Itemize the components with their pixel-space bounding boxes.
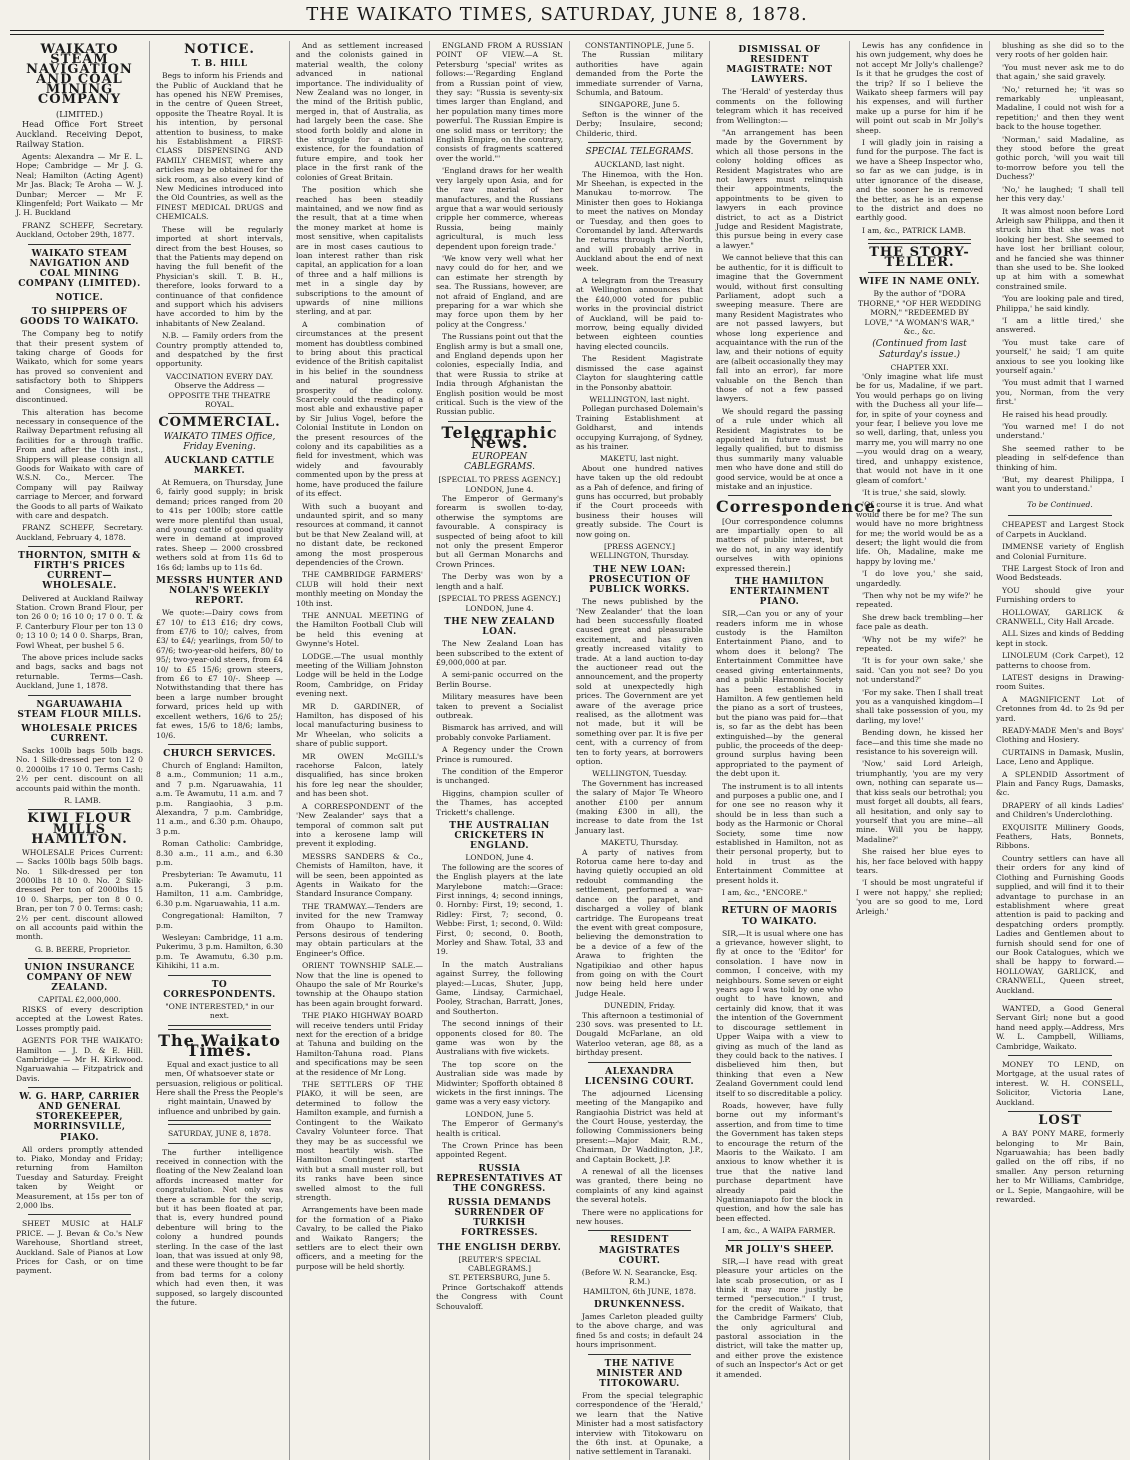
story-text: 'But, my dearest Philippa, I want you to understand.' [996,475,1124,494]
article-heading: RESIDENT MAGISTRATES COURT. [598,1235,681,1266]
story-text: 'For my sake. Then I shall treat you as a vanquished kingdom—I shall take possession of you, my darling, my love!' [856,687,983,725]
letter-signature: I am, &c., A WAIPA FARMER. [722,1226,836,1236]
to-be-continued: To be Continued. [1027,499,1093,509]
ad-signature: R. LAMB. [64,796,101,806]
letter-heading: RETURN OF MAORIS TO WAIKATO. [721,906,838,927]
local-news: A CORRESPONDENT of the 'New Zealander' says that a temporal of common salt put into a kerosene lamp will prevent it exploding. [296,801,423,849]
ad-line: IMMENSE variety of English and Colonial Furniture. [996,542,1124,561]
divider [588,1062,691,1063]
editorial-text: And as settlement increased and the colonists gained in material wealth, the colony advanced in national importance. The individuality of New Zealand was no longer, in the mind of the British public, merged in, that of Australia, as had largely been the case. She stood forth boldly and alone in the struggle for a national existence, for the foundation of future empire, and took her place in the first rank of the colonies of Great Britain. [296,41,423,182]
article-heading: THE NEW ZEALAND LOAN. [444,616,555,637]
column-3 [290,41,430,1460]
letter-text: SIR,—I have read with great pleasure your articles on the late scab prosecution, or as I think it may more justly be termed "persecution." I trust, for the credit of Waikato, that the Cambridge Farmers' Club, the only agricultural and pastoral association in the district, will take the matter up, and either prove the existence of such an Inspector's Act or get it amended. [716,1256,843,1379]
article-text: 'England draws for her wealth very largely upon Asia, and for the raw material of her manufactures, and the Russians argue that a war would seriously cripple her commerce, whereas Russia, being mainly agricultural, is much less dependent upon foreign trade.' [436,166,563,251]
issue-date: SATURDAY, JUNE 8, 1878. [167,1129,272,1139]
divider [448,421,551,422]
story-text: 'Only imagine what life must be for us, Madaline, if we part. You would perhaps go on living with the Duchess all your life—for, in spite of your coyness and your fear, I believe you love me so well, darling, that, unless you marry me, you will marry no one—you would drag on a weary, tired, and unhappy existence, that would not have in it one gleam of comfort.' [856,372,983,485]
article-heading: AUCKLAND CATTLE MARKET. [164,455,275,476]
divider [868,272,971,273]
article-text: ENGLAND FROM A RUSSIAN POINT OF VIEW.—A St. Petersburg 'special' writes as follows:—'Regarding England from a Russian point of view, they say: "Russia is seventy-six times larger than England, and her population many times more powerful. The Russian Empire is one solid mass or territory; the English Empire, on the contrary, consists of fragments scattered over the world."' [436,41,563,163]
article-text: We should regard the passing of a rule under which all Resident Magistrates to be appointed in future must be legally qualified, but to dismiss thus summarily many valuable men who have done and still do good service, would be at once a mistake and an injustice. [716,406,843,492]
ad-line: DRAPERY of all kinds Ladies' and Children's Underclothing. [996,800,1124,820]
letter-text: SIR,—Can you or any of your readers inform me in whose custody is the Hamilton Entertainment Piano, and to whom does it belong? The Entertainment Committee have ceased giving entertainments, and a public Harmonic Society has been established in Hamilton. A few gentlemen held the piano as a sort of trustees, but the piano was paid for—that is, so far as the debt has been extinguished—by the general public, the proceeds of the deep-ground surplus having been appropriated to the payment of the debt upon it. [716,609,843,779]
section-heading-correspondence: Correspondence. [716,497,883,517]
ad-heading: THORNTON, SMITH & FIRTH'S PRICES CURRENT—WHOLESALE. [18,551,141,592]
dateline: LONDON, June 4. [465,484,534,494]
story-text: 'Norman,' said Madaline, as they stood before the great gothic porch, 'will you wait till to-morrow before you tell the Duchess?' [996,134,1124,182]
agents-list: AGENTS FOR THE WAIKATO: Hamilton — J. D. & E. Hill. Cambridge — Mr H. Kirkwood. Ngaruawahia — Fitzpatrick and Davis. [16,1036,143,1083]
church-service: Roman Catholic: Cambridge, 8.30 a.m., 11 a.m., and 6.30 p.m. [156,839,283,868]
editorial-note: [Our correspondence columns are impartially open to all matters of public interest, but we do not, in any way identify ourselves with opinions expressed therein.] [716,516,843,573]
divider [168,1025,271,1030]
source-tag: [REUTER'S SPECIAL CABLEGRAMS.] [458,1254,541,1274]
local-news: Arrangements have been made for the formation of a Piako Cavalry, to be called the Piako and Waikato Rangers; the settlers are to elect their own officers, and a meeting for the purpose will be held shortly. [296,1205,423,1271]
ad-subheading: WHOLESALE PRICES CURRENT. [21,723,138,744]
story-text: 'Why not be my wife?' he repeated. [856,634,983,653]
local-news: THE SETTLERS OF THE PIAKO, it will be seen, are determined to follow the Hamilton example, and furnish a Contingent to the Waikato Cavalry Volunteer force. That they may be as successful we most heartily wish. The Hamilton Contingent started with but a small muster roll, but its ranks have been since swelled almost to the full strength. [296,1080,423,1202]
dateline: SINGAPORE, June 5. [599,100,680,110]
story-text: 'You must admit that I warned you, Norman, from the very first.' [996,378,1124,407]
story-text: 'No,' returned he; 'it was so remarkably unpleasant, Madaline, I could not wish for a repetition;' and then they went back to the house together. [996,84,1124,132]
ad-line: HOLLOWAY, GARLICK & CRANWELL, City Hall Arcade. [996,607,1124,626]
ad-line: READY-MADE Men's and Boys' Clothing and Hosiery. [996,726,1124,745]
notice-text: Observe the Address — OPPOSITE THE THEATRE ROYAL. [168,381,271,409]
ad-text: SHEET MUSIC at HALF PRICE. — J. Bevan & Co.'s New Warehouse, Shortland street, Auckland. Sale of Pianos at Low Prices for Cash, or on time payment. [16,1219,143,1276]
editorial-text: With such a buoyant and undaunted spirit, and so many resources at command, it cannot but be that New Zealand will, at no distant date, be reckoned among the most prosperous dependencies of the Crown. [296,501,423,567]
letter-heading: MR JOLLY'S SHEEP. [724,1244,835,1255]
article-heading: RUSSIA DEMANDS SURRENDER OF TURKISH FORTRESSES. [447,1198,552,1239]
article-text: The 'Herald' of yesterday thus comments on the following telegram which it has received from Wellington:— [716,87,843,125]
notice-text: The Company beg to notify that their present system of taking charge of Goods for Waikato, which for some years has proved so convenient and satisfactory both to Shippers and Consignees, will be discontinued. [16,329,143,405]
letter-signature: I am, &c., PATRICK LAMB. [862,225,966,235]
dateline: LONDON, June 4. [465,853,534,863]
article-heading: ALEXANDRA LICENSING COURT. [584,1066,695,1087]
telegram-text: A party of natives from Rotorua came here to-day and having quietly occupied an old redoubt commanding the settlement, performed a war-dance on the parapet, and discharged a volley of blank cartridge. The Europeans treat the event with great composure, believing the demonstration to be a device of a few of the Arawa to frighten the Ngatipikiao and other hapus from going on with the Court now being held here under Judge Heale. [576,847,703,998]
dateline: CONSTANTINOPLE, June 5. [584,41,695,50]
column-1 [10,41,150,1460]
ad-text: WANTED, a Good General Servant Girl; none but a good hand need apply.—Address, Mrs W. L. Campbell, Williams, Cambridge, Waikato. [996,1003,1124,1051]
ad-signature: FRANZ SCHEFF, Secretary. Auckland, October 29th, 1877. [16,220,143,240]
telegram-text: A Regency under the Crown Prince is rumoured. [436,745,563,764]
story-text: blushing as she did so to the very roots of her golden hair. [996,41,1124,60]
article-text: 'We know very well what her navy could do for her, and we can estimate her strength by sea. The Russians, however, are not afraid of England, and are preparing for a war which she may force upon them by her policy at the Congress.' [436,253,563,329]
ad-heading: NGARUAWAHIA STEAM FLOUR MILLS. [17,699,142,720]
divider [168,413,271,414]
telegram-text: This afternoon a testimonial of 230 sovs. was presented to Lt. Dougald McFarlane, an old Waterloo veteran, age 88, as a birthday present. [576,1010,703,1058]
divider [28,958,131,959]
telegram-text: A telegram from the Treasury at Wellington announces that the £40,000 voted for public works in the provincial district of Auckland, will be paid to-morrow, being equally divided between eighteen counties having elected councils. [576,276,703,351]
story-text: 'You must never ask me to do that again,' she said gravely. [996,62,1124,82]
divider [588,1230,691,1231]
story-text: 'I am a little tired,' she answered. [996,315,1124,335]
church-service: Wesleyan: Cambridge, 11 a.m. Pukerimu, 3 p.m. Hamilton, 6.30 p.m. Te Awamutu, 6.30 p.m. Kihikihi, 11 a.m. [156,932,283,971]
story-text: 'You are looking pale and tired, Philippa,' he said kindly. [996,294,1124,313]
ad-text: Country settlers can have all their orders for any kind of Clothing and Furnishing Goods supplied, and will find it to their advantage to purchase in an establishment where great attention is paid to packing and despatching orders promptly. Ladies and Gentlemen about to furnish should send for one of our Book Catalogues, which we shall be happy to forward.—HOLLOWAY, GARLICK, and CRANWELL, Queen street, Auckland. [996,853,1124,995]
article-text: We cannot believe that this can be authentic, for it is difficult to imagine that the Government would, without first consulting Parliament, adopt such a sweeping measure. There are many Resident Magistrates who are not passed lawyers, but whose long experience and acquaintance with the run of the law, and their notions of equity are (albeit occasionally they may fall into an error), far more valuable on the Bench than those of not a few passed lawyers. [716,253,843,404]
ad-text: All orders promptly attended to. Piako, Monday and Friday; returning from Hamilton Tuesday and Saturday. Freight taken by Weight or Measurement, at 15s per ton of 2,000 lbs. [16,1144,143,1211]
church-service: Congregational: Hamilton, 7 p.m. [156,911,283,930]
dateline: LONDON, June 4. [465,603,534,613]
divider [28,809,131,810]
ad-line: ALL Sizes and kinds of Bedding kept in stock. [996,629,1124,648]
story-text: She raised her blue eyes to his, her face beloved with happy tears. [856,847,983,875]
editorial-text: The further intelligence received in connection with the floating of the New Zealand loan affords increased matter for congratulation. Not only was there a scramble for the scrip, but it has been floated at par, that is, every hundred pound debenture will bring to the colony a hundred pounds sterling. In the case of the last loan, that was issued at only 98, and these were thought to be far from bad terms for a colony which had even then, it was supposed, so largely discounted the future. [156,1147,283,1308]
notice-subheading: TO SHIPPERS OF GOODS TO WAIKATO. [20,307,139,328]
letter-text: I will gladly join in raising a fund for the purpose. The fact is we have a Sheep Inspector who, so far as we can judge, is in utter ignorance of the disease, and the sooner he is removed the better, as he is an expense to the district and does no earthly good. [856,138,983,223]
story-text: 'Now,' said Lord Arleigh, triumphantly, 'you are my very own, nothing can separate us—that kiss seals our betrothal; you must forget all doubts, all fears, all hesitation, and only say to yourself that you are mine—all mine. Will you be happy, Madaline?' [856,759,983,844]
ad-line: YOU should give your Furnishing orders to [996,585,1124,605]
divider [168,1120,271,1125]
telegram-text: The Derby was won by a length and a half. [436,572,563,591]
ad-text: A BAY PONY MARE, formerly belonging to Mr Bain, Ngaruawahia; has been badly galled on the off ribs, if no smaller. Any person returning her to Mr Williams, Cambridge, or L. Sepie, Mangaohire, will be rewarded. [996,1129,1124,1204]
telegram-text: The following are the scores of the English players at the late Marylebone match:—Grace: First innings, 4; second innings, 0. Hornby: First, 19; second, 1. Ridley: First, 7; second, 0. Webbe: First, 1; second, 0. Wild: First, 0; second, 0. Booth, Morley and Shaw. Total, 33 and 19. [436,862,563,957]
telegram-text: The New Zealand Loan has been subscribed to the extent of £9,000,000 at par. [436,639,563,667]
article-text: From the special telegraphic correspondence of the 'Herald,' we learn that the Native Minister had a most satisfactory interview with Titokowaru on the 6th inst. at Opunake, a native settlement in Taranaki. [576,1390,703,1457]
local-news: MR D. GARDINER, of Hamilton, has disposed of his local manufacturing business to Mr Wheelan, who solicits a share of public support. [296,701,423,749]
notice-signature: FRANZ SCHEFF, Secretary. Auckland, February 4, 1878. [16,523,143,542]
telegram-text: The condition of the Emperor is unchanged. [436,766,563,786]
price-list: WHOLESALE Prices Current:— Sacks 100lb bags 50lb bags. No. 1 Silk-dressed per ton 2000lbs 18 10 0. No. 2 Silk-dressed Per ton of 2000lbs 15 10 0. Sharps, per ton 8 0 0. Bran, per ton 7 0 0. Terms: cash; 2½ per cent. discount allowed on all accounts paid within the month. [16,847,143,942]
story-text: 'You warned me! I do not understand.' [996,422,1124,441]
divider [168,1143,271,1144]
ad-line: A SPLENDID Assortment of Plain and Fancy Rugs, Damasks, &c. [996,769,1124,798]
article-heading: DRUNKENNESS. [594,1299,685,1310]
column-4 [430,41,570,1460]
story-text: 'Then why not be my wife?' he repeated. [856,590,983,610]
ad-subheading: (LIMITED.) [56,108,103,119]
telegram-text: The Crown Prince has been appointed Regent. [436,1141,563,1160]
divider [588,1354,691,1355]
dateline: LONDON, June 5. [465,1109,534,1119]
article-heading: TO CORRESPONDENTS. [163,979,276,1000]
letter-text: SIR,—It is usual where one has a grievance, however slight, to fly at once to the 'Editor' for consolation. I have now in common, I conceive, with my neighbours. Some seven or eight years ago I was told by one who ought to have known, and certainly did know, that it was the intention of the Government to discourage settlement in Upper Waipa with a view to giving as much of the land as they could back to the natives. I disbelieved him then, but thinking that even a New Zealand Government could lend itself to so discreditable a policy. [716,928,843,1098]
notice-text: N.B. — Family orders from the Country promptly attended to, and despatched by the first opportunity. [156,331,283,369]
article-text: "ONE INTERESTED," in our next. [165,1001,274,1021]
ad-signature: G. B. BEERE, Proprietor. [34,944,131,954]
ad-line: CHEAPEST and Largest Stock of Carpets in Auckland. [996,520,1124,539]
ad-line: LATEST designs in Drawing-room Suites. [996,672,1124,692]
article-text: There were no applications for new houses. [576,1207,703,1227]
telegram-text: Sefton is the winner of the Derby; Insulaire, second; Childeric, third. [576,109,703,138]
ad-heading-lost: LOST [1038,1113,1082,1129]
telegram-text: The Hinemoa, with the Hon. Mr Sheehan, is expected in the Manukau to-morrow. The Minister then goes to Hokianga to meet the natives on Monday or Tuesday, and then goes to Coromandel by land. Afterwards he returns through the North, and will probably arrive in Auckland about the end of next week. [576,169,703,273]
notice-text: These will be regularly imported at short intervals, direct from the best Houses, so that the Patients may depend on having the full benefit of the Physician's skill. T. B. H., therefore, looks forward to a continuance of that confidence and support which his advisers have accorded to him by the inhabitants of New Zealand. [156,224,283,328]
article-text: The adjourned Licensing meeting of the Mangapiko and Rangiaohia District was held at the Court House, yesterday, the following Commissioners being present:—Major Mair, R.M., Chairman, Dr Waddington, J.P., and Captain Bockett, J.P. [576,1088,703,1164]
article-heading: THE ENGLISH DERBY. [437,1242,562,1253]
ad-heading: KIWI FLOUR MILLS HAMILTON. [27,811,132,847]
notice-heading: NOTICE. [184,42,255,57]
letter-text: The instrument is to all intents and purposes a public one, and I for one see no reason why it should be in less than such a body as the Harmonic or Choral Society, some time now established in Hamilton, not as their personal property, but to hold in trust as the Entertainment Committee at present holds it. [716,781,843,885]
telegram-text: The second innings of their opponents closed for 80. The game was won by the Australians with five wickets. [436,1019,563,1057]
dateline: MAKETU, Thursday. [600,838,679,848]
section-heading-commercial: COMMERCIAL. [158,415,281,431]
local-news: THE CAMBRIDGE FARMERS' CLUB will hold their next monthly meeting on Monday the 10th inst. [296,570,423,608]
story-text: 'I do love you,' she said, ungardedly. [856,569,983,588]
divider [28,244,131,245]
telegram-text: The Resident Magistrate dismissed the case against Clayton for slaughtering cattle in the Ponsonby abattoir. [576,354,703,392]
story-text: She drew back trembling—her face pale as death. [856,612,983,632]
notice-text: VACCINATION EVERY DAY. [165,371,274,381]
ad-line: LINOLEUM (Cork Carpet), 12 patterns to choose from. [996,651,1124,670]
story-text: Bending down, he kissed her face—and this time she made no resistance to his sovereign will. [856,728,983,757]
story-text: 'No,' he laughed; 'I shall tell her this very day.' [996,184,1124,204]
article-text: A renewal of all the licenses was granted, there being no complaints of any kind against the several hotels. [576,1167,703,1205]
telegram-text: Military measures have been taken to prevent a Socialist outbreak. [436,692,563,720]
court-presiding: (Before W. N. Searancke, Esq. R.M.) [581,1267,698,1287]
section-subheading: EUROPEAN CABLEGRAMS. [464,452,535,473]
story-text: It was almost noon before Lord Arleigh saw Philippa, and then it struck him that she was not looking her best. She seemed to have lost her brilliant colour, and he fancied she was thinner than she used to be. She looked up at him with a somewhat constrained smile. [996,206,1124,291]
ad-line: A MAGNIFICENT Lot of Cretonnes from 4d. to 2s 9d per yard. [996,694,1124,723]
article-text: The Russians point out that the English army is but a small one, and England depends upon her colonies, especially India, and that were Russia to strike at India through Afghanistan the English position would be most critical. Such is the view of the Russian public. [436,332,563,417]
newspaper-page [0,35,1124,1457]
article-text: At Remuera, on Thursday, June 6, fairly good supply; in brisk demand; prices ranged from 20 to 41s per 100lb; store cattle were more plentiful than usual, and young cattle of good quality were in demand at improved rates. Sheep — 2000 crossbred wethers sold at from 11s 6d to 16s 6d; lambs up to 11s 6d. [156,477,283,572]
divider [168,975,271,976]
ad-text: The above prices include sacks and bags, sacks and bags not returnable. Terms—Cash. Auckland, June 1, 1878. [16,653,143,691]
ad-text: RISKS of every description accepted at the Lowest Rates. Losses promptly paid. [16,1004,143,1033]
divider [588,142,691,143]
article-text: We quote:—Dairy cows from £7 10/ to £13 £16; dry cows, from £7/6 to 10/; calves, from £3/ to £4/; yearlings, from 50/ to 67/6; two-year-old heifers, 80/ to 95/; two-year-old steers, from £4 10/ to £5 15/6; grown steers, from £6 to £7 10/-. Sheep — Notwithstanding that there has been a large number brought forward, prices held up with excellent wethers, 16/6 to 25/; fat ewes, 15/6 to 18/6; lambs, 10/6. [156,608,283,740]
column-6 [710,41,883,1460]
column-8 [990,41,1130,1460]
newspaper-nameplate: The Waikato Times. [158,1030,281,1060]
dateline: WAIKATO TIMES Office, Friday Evening. [163,431,276,452]
local-news: ORIENT TOWNSHIP SALE.—Now that the line is opened to Ohaupo the sale of Mr Rourke's township at the Ohaupo station has been again brought forward. [296,961,423,1008]
notice-name: T. B. HILL [191,59,248,70]
dateline: WELLINGTON, last night. [589,394,690,404]
agents-list: Agents: Alexandra — Mr E. L. Hope; Cambridge — Mr J. G. Neal; Hamilton (Acting Agent) Mr Jas. Black; Te Aroha — W. J. Dunbar; Mercer — Mr F. Klingenfeld; Port Waikato — Mr J. H. Buckland [16,151,143,218]
source-tag: [SPECIAL TO PRESS AGENCY.] [438,594,561,604]
telegram-text: Pollegan purchased Dolemain's Training Establishment at Goldharst, and intends occupying Kurrajong, of Sydney, as his trainer. [576,404,703,451]
article-text: "An arrangement has been made by the Government by which all those persons in the colony holding offices as Resident Magistrates who are not lawyers must relinquish their appointments, the appointments to be given to lawyers in each province district, to act as a District Judge and Resident Magistrate, this pursue being in every case a lawyer." [716,128,843,250]
telegram-text: The top score on the Australian side was made by Midwinter; Spofforth obtained 8 wickets in the first innings. The game was a very easy victory. [436,1059,563,1107]
article-text: James Carleton pleaded guilty to the above charge, and was fined 5s and costs; in default 24 hours imprisonment. [576,1312,703,1350]
story-text: She seemed rather to be pleading in self-defence than thinking of him. [996,443,1124,472]
letter-signature: I am, &c., "ENCORE." [722,888,808,898]
local-news: THE PIAKO HIGHWAY BOARD will receive tenders until Friday next for the erection of a bridge at Tahuna and building on the Hamilton-Tahuna road. Plans and specifications may be seen at the residence of Mr Long. [296,1011,423,1077]
divider [28,1214,131,1215]
ad-text: Head Office Fort Street Auckland. Receiving Depot, Railway Station. [16,118,143,149]
divider [728,901,831,902]
story-text: 'Of course it is true. And what would there be for me? The sun would have no more brightness for me; the world would be as a desert; the light would die from life. Oh, Madaline, make me happy by loving me.' [856,500,983,566]
local-news: THE ANNUAL MEETING of the Hamilton Football Club will be held this evening at Gwynne's Hotel. [296,610,423,649]
divider [1008,515,1112,516]
notice-text: This alteration has become necessary in consequence of the Railway Department refusing all facilities for a through traffic. From and after the 18th inst., Shippers will please consign all Goods for Waikato with care of W.S.N. Co., Mercer. The Company will pay Railway carriage to Mercer, and forward the Goods to all parts of Waikato with care and despatch. [16,407,143,520]
divider [168,744,271,745]
divider [1008,1055,1112,1056]
story-text: 'You must take care of yourself,' he said; 'I am quite anxious to see you looking like yourself again.' [996,337,1124,375]
column-7 [850,41,990,1460]
story-text: 'It is for your own sake,' she said. 'Can you not see? Do you not understand?' [856,656,983,685]
divider [1008,1111,1112,1112]
article-heading: DISMISSAL OF RESIDENT MAGISTRATE: NOT LAWYERS. [726,45,833,86]
ad-line: CURTAINS in Damask, Muslin, Lace, Leno and Applique. [996,747,1124,767]
ad-heading: UNION INSURANCE COMPANY OF NEW ZEALAND. [24,963,135,994]
notice-heading: NOTICE. [55,292,104,303]
story-text: He raised his head proudly. [1002,409,1108,419]
letter-text: Roads, however, have fully borne out my informant's assertion, and from time to time the Government has taken steps to encourage the return of the Maoris to the Waikato. I am anxious to know whether it is true that the native land purchase department have already paid the Ngatimaniapoto for the block in question, and how the sale has been effected. [716,1100,843,1223]
telegram-text: Bismarck has arrived, and will probably convoke Parliament. [436,723,563,742]
article-heading: MESSRS HUNTER AND NOLAN'S WEEKLY REPORT. [156,575,283,607]
story-byline: By the author of "DORA THORNE," "OF HER WEDDING MORN," "REDEEMED BY LOVE," "A WOMAN'S WAR," &c., &c. [857,289,982,337]
notice-text: Begs to inform his Friends and the Public of Auckland that he has opened his NEW Premises, in the centre of Queen Street, opposite the Theatre Royal. It is his intention, by personal attention to business, to make his Establishment a FIRST-CLASS DISPENSING AND FAMILY CHEMIST, where any articles may be obtained for the sick room, as also every kind of New Medicines introduced into the Old Countries, as well as the FINEST MEDICAL DRUGS and CHEMICALS. [156,71,283,222]
divider [868,239,971,244]
telegram-text: The Emperor of Germany's forearm is swollen to-day, otherwise the symptoms are favourable. A conspiracy is suspected of being afoot to kill not only the present Emperor but all German Monarchs and Crown Princes. [436,494,563,569]
article-heading: CHURCH SERVICES. [163,748,276,759]
ad-capital: CAPITAL £2,000,000. [38,995,121,1005]
chapter-heading: CHAPTER XXI. [890,362,949,372]
local-news: LODGE.—The usual monthly meeting of the William Johnston Lodge will be held in the Lodge Room, Cambridge, on Friday evening next. [296,651,423,699]
ad-line: EXQUISITE Millinery Goods, Feathers, Hats, Bonnets, Ribbons. [996,822,1124,851]
church-service: Church of England: Hamilton, 8 a.m., Communion; 11 a.m., and 7 p.m. Ngaruawahia, 11 a.m. Te Awamutu, 11 a.m. and 7 p.m. Rangiaohia, 3 p.m. Alexandra, 7 p.m. Cambridge, 11 a.m., and 6.30 p.m. Ohaupo, 3 p.m. [156,761,283,836]
source-tag: [SPECIAL TO PRESS AGENCY.] [438,475,561,485]
divider [728,495,831,496]
story-text: 'It is true,' she said, slowly. [862,487,967,497]
local-news: MESSRS SANDERS & Co., Chemists of Hamilton, have, it will be seen, been appointed as Agents in Waikato for the Standard Insurance Company. [296,851,423,899]
dateline: HAMILTON, 6th JUNE, 1878. [583,1286,696,1296]
dateline: WELLINGTON, Tuesday. [592,769,687,779]
divider [28,1087,131,1088]
editorial-text: The position which she reached has been steadily maintained, and we now find as the result, that at a time when the money market at home is most sensitive, when capitalists are in most cases cautious to loan interest rather than risk capital, an application for a loan of three and a half millions is met in a single day by subscriptions to the amount of upwards of nine millions sterling, and at par. [296,185,423,317]
dateline: ST. PETERSBURG, June 5. [448,1273,551,1283]
letter-heading: THE HAMILTON ENTERTAINMENT PIANO. [729,576,830,608]
telegram-text: The Emperor of Germany's health is critical. [436,1119,563,1138]
dateline: DUNEDIN, Friday. [603,1001,676,1011]
article-heading: RUSSIA REPRESENTATIVES AT THE CONGRESS. [436,1163,563,1195]
story-continuation-note: (Continued from last Saturday's issue.) [872,339,967,360]
article-heading: THE AUSTRALIAN CRICKETERS IN ENGLAND. [449,821,550,852]
story-text: 'I should be most ungrateful if I were not happy,' she replied; 'you are so good to me, Lord Arleigh.' [856,878,983,916]
section-heading-story-teller: THE STORY-TELLER. [869,245,970,271]
local-news: THE TRAMWAY.—Tenders are invited for the new Tramway from Ohaupo to Hamilton. Persons desirous of tendering may obtain particulars at the Engineer's Office. [296,901,423,958]
section-heading-telegraphic: Telegraphic News. [441,422,558,452]
dateline: AUCKLAND, last night. [594,160,685,170]
newspaper-masthead [0,0,1114,28]
editorial-text: A combination of circumstances at the present moment has doubtless combined to bring about this practical evidence of the British capitalist in his belief in the soundness and natural progressive prosperity of the colony. Scarcely could the reading of a most able and exhaustive paper by Sir Julius Vogel, before the Colonial Institute in London on the present resources of the colony and its capabilities as a field for investment, which was widely and favourably commented upon by the press at home, have produced the failure of its effect. [296,319,423,499]
article-heading: THE NEW LOAN: PROSECUTION OF PUBLICK WORKS. [588,564,691,595]
dateline: MAKETU, last night. [600,454,679,464]
telegram-text: A semi-panic occurred on the Berlin Bourse. [436,670,563,689]
section-heading: SPECIAL TELEGRAMS. [585,147,694,158]
ad-heading-waikato-steam: WAIKATO STEAM NAVIGATION AND COAL MINING COMPANY [26,42,133,108]
price-list: Sacks 100lb bags 50lb bags. No. 1 Silk-dressed per ton 12 0 0. 2000lbs 17 10 0. Terms Cash; 2½ per cent. discount on all accounts paid within the month. [16,746,143,793]
ad-text: MONEY TO LEND, on Mortgage, at the usual rates of interest. W. H. CONSELL, Solicitor, Victoria Lane, Auckland. [996,1060,1124,1107]
telegram-text: The news published by the 'New Zealander' that the loan had been successfully floated caused great and pleasurable excitement, and has given greatly increased vitality to trade. At a land auction to-day the auctioneer read out the announcement, and the property sold at unexpectedly high prices. The Government are yet aware of the average price realised, as the allotment was not made, but it will be something over par. It is five per cent, with a currency of from ten to forty years, at borrowers option. [576,597,703,766]
divider [728,1240,831,1241]
telegram-text: The Russian military authorities have again demanded from the Porte the immediate surrender of Varna, Schumla, and Batoum. [576,50,703,98]
ad-heading: WAIKATO STEAM NAVIGATION AND COAL MINING COMPANY (LIMITED). [18,248,141,289]
divider [1008,999,1112,1000]
column-5 [570,41,710,1460]
dateline: WELLINGTON, Thursday. [590,551,689,561]
telegram-text: Prince Gortschakoff attends the Congress with Count Schouvaloff. [436,1282,563,1311]
divider [28,695,131,696]
ad-line: THE Largest Stock of Iron and Wood Bedsteads. [996,563,1124,583]
story-title: WIFE IN NAME ONLY. [859,277,980,288]
local-news: MR OWEN McGILL's racehorse Falcon, lately disqualified, has since broken his fore leg near the shoulder, and has been shot. [296,751,423,799]
article-heading: THE NATIVE MINISTER AND TITOKOWARU. [596,1358,683,1389]
masthead-title: THE WAIKATO TIMES, SATURDAY, JUNE 8, 1878. [306,3,808,25]
source-tag: [PRESS AGENCY.] [604,542,675,551]
divider [28,546,131,547]
telegram-text: Higgins, champion sculler of the Thames, has accepted Trickett's challenge. [436,788,563,817]
nameplate-motto: Equal and exact justice to all men, Of whatsoever state or persuasion, religious or political. Here shall the Press the People's right maintain, Unawed by influence and unbribed by gain. [156,1059,283,1116]
price-list: Delivered at Auckland Railway Station. Crown Brand Flour, per ton 26 0 0; 16 10 0; 17 0 0. T. & F. Canterbury Flour per ton 13 0 0; 13 10 0; 14 0 0. Sharps, Bran, Fowl Wheat, per bushel 5 6. [16,593,143,650]
telegram-text: In the match Australians against Surrey, the following played:—Lucas, Shuter, Jupp, Game, Lindsay, Carmichael, Pooley, Strachan, Barratt, Jones, and Southerton. [436,959,563,1016]
telegram-text: About one hundred natives have taken up the old redoubt as a Pah of defence, and firing of guns has occurred, but probably if the Court proceeds with business their houses will greatly subside. The Court is now going on. [576,463,703,539]
church-service: Presbyterian: Te Awamutu, 11 a.m. Pukerangi, 3 p.m. Hamilton, 11 a.m. Cambridge, 6.30 p.m. Ngaruawahia, 11 a.m. [156,870,283,908]
letter-text: Lewis has any confidence in his own judgement, why does he not accept Mr Jolly's challenge? Is it that he grudges the cost of the trip? If so I believe the Waikato sheep farmers will pay his expenses, and will further make up a purse for him if he will point out scab in Mr Jolly's sheep. [856,41,983,135]
column-2 [150,41,290,1460]
telegram-text: The Government has increased the salary of Major Te Wheoro another £100 per annum (making £300 in all), the increase to date from the 1st January last. [576,778,703,835]
ad-heading: W. G. HARP, CARRIER AND GENERAL STOREKEEPER, MORRINSVILLE, PIAKO. [19,1092,140,1143]
